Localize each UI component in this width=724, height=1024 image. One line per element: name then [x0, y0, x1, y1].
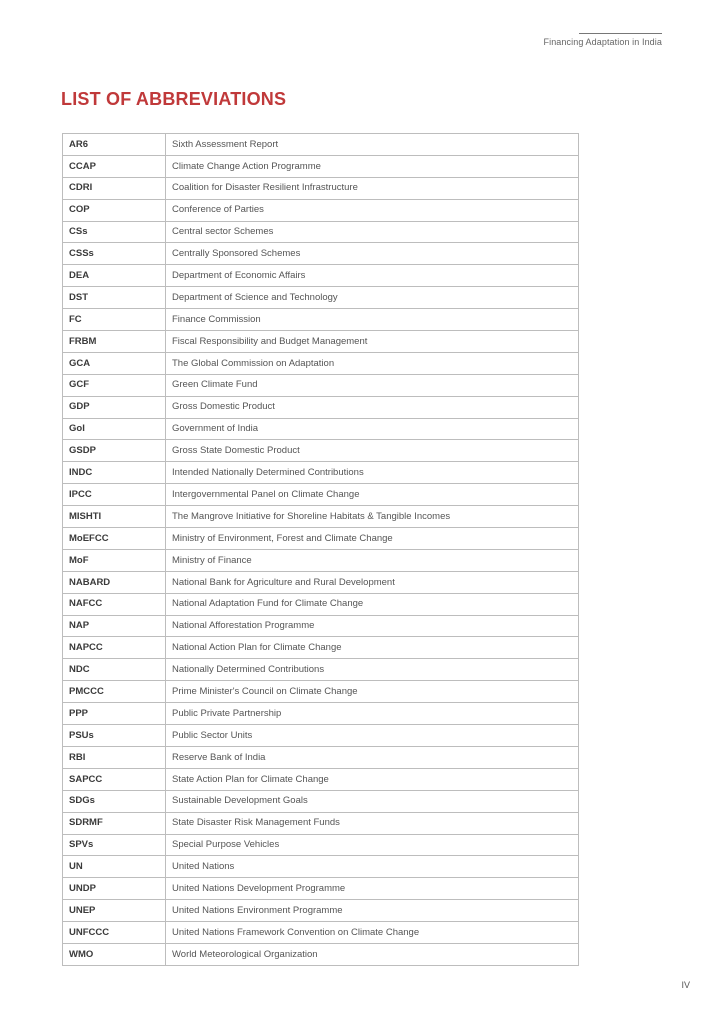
definition-cell: United Nations Environment Programme [166, 900, 579, 922]
definition-cell: Government of India [166, 418, 579, 440]
table-row [63, 878, 579, 900]
abbreviation-cell: UNEP [63, 900, 166, 922]
table-row [63, 725, 579, 747]
definition-cell: The Global Commission on Adaptation [166, 352, 579, 374]
table-row [63, 746, 579, 768]
abbreviation-cell: CSs [63, 221, 166, 243]
abbreviations-table-body [63, 134, 579, 966]
definition-cell: National Bank for Agriculture and Rural Development [166, 571, 579, 593]
abbreviation-cell: SDGs [63, 790, 166, 812]
table-row [63, 703, 579, 725]
abbreviation-cell: IPCC [63, 484, 166, 506]
definition-cell: Centrally Sponsored Schemes [166, 243, 579, 265]
table-row [63, 418, 579, 440]
abbreviation-cell: AR6 [63, 134, 166, 156]
definition-cell: Fiscal Responsibility and Budget Management [166, 331, 579, 353]
table-row [63, 134, 579, 156]
table-row [63, 221, 579, 243]
table-row [63, 549, 579, 571]
table-row [63, 659, 579, 681]
table-row [63, 528, 579, 550]
abbreviation-cell: GSDP [63, 440, 166, 462]
abbreviation-cell: NDC [63, 659, 166, 681]
definition-cell: Gross State Domestic Product [166, 440, 579, 462]
table-row [63, 265, 579, 287]
definition-cell: Conference of Parties [166, 199, 579, 221]
table-row [63, 440, 579, 462]
page-number: IV [681, 980, 690, 990]
abbreviation-cell: FRBM [63, 331, 166, 353]
abbreviation-cell: UNFCCC [63, 922, 166, 944]
table-row [63, 834, 579, 856]
page-title: LIST OF ABBREVIATIONS [61, 89, 287, 109]
abbreviation-cell: PMCCC [63, 681, 166, 703]
abbreviation-cell: MISHTI [63, 506, 166, 528]
definition-cell: Department of Science and Technology [166, 287, 579, 309]
table-row [63, 943, 579, 965]
definition-cell: World Meteorological Organization [166, 943, 579, 965]
abbreviation-cell: GCF [63, 374, 166, 396]
table-row [63, 900, 579, 922]
table-row [63, 199, 579, 221]
table-row [63, 331, 579, 353]
definition-cell: State Action Plan for Climate Change [166, 768, 579, 790]
abbreviation-cell: SPVs [63, 834, 166, 856]
abbreviation-cell: CCAP [63, 155, 166, 177]
definition-cell: United Nations Development Programme [166, 878, 579, 900]
table-row [63, 462, 579, 484]
definition-cell: United Nations [166, 856, 579, 878]
abbreviation-cell: FC [63, 309, 166, 331]
abbreviation-cell: CSSs [63, 243, 166, 265]
header-rule [579, 33, 662, 34]
table-row [63, 856, 579, 878]
table-row [63, 287, 579, 309]
definition-cell: Climate Change Action Programme [166, 155, 579, 177]
definition-cell: Special Purpose Vehicles [166, 834, 579, 856]
table-row [63, 790, 579, 812]
definition-cell: Public Private Partnership [166, 703, 579, 725]
table-row [63, 309, 579, 331]
abbreviation-cell: PPP [63, 703, 166, 725]
definition-cell: Sustainable Development Goals [166, 790, 579, 812]
abbreviation-cell: DST [63, 287, 166, 309]
abbreviation-cell: WMO [63, 943, 166, 965]
table-row [63, 812, 579, 834]
abbreviation-cell: CDRI [63, 177, 166, 199]
table-row [63, 571, 579, 593]
table-row [63, 922, 579, 944]
table-row [63, 352, 579, 374]
definition-cell: Sixth Assessment Report [166, 134, 579, 156]
table-row [63, 615, 579, 637]
abbreviation-cell: GDP [63, 396, 166, 418]
definition-cell: National Action Plan for Climate Change [166, 637, 579, 659]
abbreviation-cell: SDRMF [63, 812, 166, 834]
abbreviation-cell: UNDP [63, 878, 166, 900]
definition-cell: Nationally Determined Contributions [166, 659, 579, 681]
abbreviation-cell: COP [63, 199, 166, 221]
table-row [63, 681, 579, 703]
abbreviation-cell: NAFCC [63, 593, 166, 615]
abbreviation-cell: PSUs [63, 725, 166, 747]
table-row [63, 155, 579, 177]
abbreviation-cell: INDC [63, 462, 166, 484]
definition-cell: Ministry of Environment, Forest and Climate Change [166, 528, 579, 550]
abbreviation-cell: SAPCC [63, 768, 166, 790]
table-row [63, 396, 579, 418]
definition-cell: Reserve Bank of India [166, 746, 579, 768]
definition-cell: Public Sector Units [166, 725, 579, 747]
definition-cell: Green Climate Fund [166, 374, 579, 396]
table-row [63, 768, 579, 790]
definition-cell: Central sector Schemes [166, 221, 579, 243]
table-row [63, 484, 579, 506]
abbreviation-cell: DEA [63, 265, 166, 287]
running-header: Financing Adaptation in India [543, 37, 662, 47]
abbreviation-cell: MoEFCC [63, 528, 166, 550]
abbreviation-cell: NABARD [63, 571, 166, 593]
abbreviation-cell: NAP [63, 615, 166, 637]
definition-cell: Intended Nationally Determined Contributions [166, 462, 579, 484]
definition-cell: Intergovernmental Panel on Climate Change [166, 484, 579, 506]
definition-cell: National Afforestation Programme [166, 615, 579, 637]
table-row [63, 374, 579, 396]
definition-cell: Gross Domestic Product [166, 396, 579, 418]
definition-cell: United Nations Framework Convention on Climate Change [166, 922, 579, 944]
abbreviation-cell: GoI [63, 418, 166, 440]
definition-cell: Department of Economic Affairs [166, 265, 579, 287]
definition-cell: Finance Commission [166, 309, 579, 331]
abbreviation-cell: GCA [63, 352, 166, 374]
definition-cell: Coalition for Disaster Resilient Infrastructure [166, 177, 579, 199]
definition-cell: Prime Minister's Council on Climate Change [166, 681, 579, 703]
abbreviation-cell: NAPCC [63, 637, 166, 659]
definition-cell: National Adaptation Fund for Climate Change [166, 593, 579, 615]
table-row [63, 506, 579, 528]
table-row [63, 593, 579, 615]
abbreviation-cell: RBI [63, 746, 166, 768]
abbreviations-table [62, 133, 579, 966]
definition-cell: State Disaster Risk Management Funds [166, 812, 579, 834]
definition-cell: The Mangrove Initiative for Shoreline Habitats & Tangible Incomes [166, 506, 579, 528]
table-row [63, 637, 579, 659]
definition-cell: Ministry of Finance [166, 549, 579, 571]
table-row [63, 177, 579, 199]
abbreviation-cell: UN [63, 856, 166, 878]
abbreviation-cell: MoF [63, 549, 166, 571]
table-row [63, 243, 579, 265]
